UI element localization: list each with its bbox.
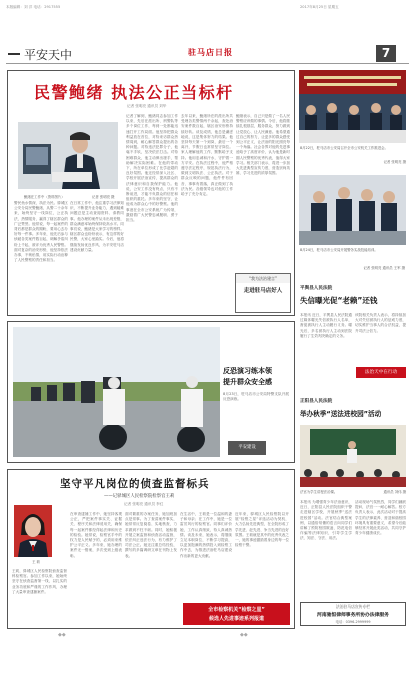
bottom-right-line2: 河南驰恒律师事务所协办法律服务 [317,613,389,618]
footer-mark-right: ◆◆ [240,632,248,638]
right-top-credit: 记者 张明亮 摄 [383,160,406,164]
right-top-photo [299,70,406,143]
lead-photo [18,122,118,189]
bottom-portrait [14,505,52,557]
header-small-left: 本版编辑：刘 洋 电话：2917555 [6,5,61,9]
bottom-right-line3: 电话：0396-2999999 [335,620,371,624]
right-mid-photo [299,175,406,245]
bottom-col-4: 在生活中，王莉是一位温和的妻子和母亲；在工作中，她是一位雷厉风行的检察官。同事们评价她，工作认真细致，待人真诚热情。谈及未来，她表示，将继续立足本职岗位，不断学习提高，以更加饱满的热情投入到检察工作中去，为推进法治驻马店建设作出新的更大贡献。 [180,512,232,558]
lead-sidebar-title: 走进驻马店好人 [243,288,283,294]
masthead-logo: 驻马店日报 [188,47,233,57]
lead-headline: 民警鲍绪 执法公正当标杆 [34,83,234,102]
bottom-headline: 坚守平凡岗位的侦查监督标兵 [60,478,210,490]
right-mid-caption: 8月24日，驻马店市公安局开展警务实战技能培训。 [300,248,378,252]
middle-photo [13,327,220,457]
bottom-right-line1: 法治驻马店宣传专栏 [335,604,371,609]
bottom-subtitle: ——记驿城区人民检察院检察官王莉 [104,494,175,499]
lead-photo-caption: 鲍绪在工作中（资料图片） [24,195,65,199]
right-lower-credit: 通讯员 刘伟 摄 [383,490,406,494]
lead-col-4: 去年以来，鲍绪所在的派出所共受理各类警情两千余起，查处治安案件数百起，辖区治安形势持续好转。谈及成绩，他总是谦虚地说，这是集体努力的结果。他坚持每天第一个到岗，最后一个离开，节假日也常常坚守岗位。家人理解他的工作，默默给予支持。他用忠诚和汗水，守护着一方平安。在执法过程中，他严格遵守法定程序，规范执法行为，做到文明执法、公正执法。对于群众反映的问题，他件件有回音、事事有着落，真正做到了执法为民。各级领导也对他的工作给予了充分肯定。 [181,114,233,197]
bottom-col-3: 面对繁重的办案任务，她加班加点是常事。为了查清案件事实，她常常反复阅卷、实地核查，力求做到不枉不纵。同时，她积极开展立案监督和侦查活动监督，依法纠正违法行为，有力维护了司法公正。她还注重总结经验，撰写的多篇调研文章在刊物上发表。 [125,512,177,558]
right-mid-credit: 记者 张明亮 通讯员 王军 摄 [363,266,405,270]
section-title-dash [8,53,20,55]
right-lower-col-1: 本报讯 为增强青少年法治意识，近日，正阳县人民法院组织干警走进辖区学校，开展秋季“送法进校园”活动。法官结合典型案例，以通俗易懂的语言向同学们讲解了预防校园欺凌、防范电信诈骗等法律知识，引导学生学法、知法、守法、用法。 [300,500,352,541]
right-lower-headline: 举办秋季“送法进校园”活动 [300,410,382,418]
right-mid-col-1: 本报讯 近日，平舆县人民法院通过媒体曝光失信被执行人名单，督促被执行人主动履行义务。曝光后，多名被执行人主动到法院履行了生效判决确定的义务。 [300,313,352,338]
footer-mark-left: ◆◆ [58,632,66,638]
bottom-col-1: 王莉，驿城区人民检察院侦查监督科检察官。参加工作以来，她始终坚守在侦查监督第一线，以扎实的业务功底和严谨的工作作风，办理了大量审查逮捕案件。 [12,569,67,594]
middle-badge: 平安建设 [228,441,266,455]
right-top-caption: 8月22日，驻马店市公安局召开全市公安机关工作推进会。 [300,146,388,150]
lead-col-5: 鲍绪表示，自己只是做了一名人民警察应该做的事情。今后，他将继续扎根基层，服务群众，努力做到让党放心、让人民满意。他希望通过自己的努力，让更多的群众感受到公平正义，让法治的阳光照亮每一个角落。社会各界对他的先进事迹给予了高度评价，认为他是新时期人民警察的优秀代表，值得大家学习。相关部门表示，将进一步加大先进典型宣传力度，营造崇尚英雄、学习先进的浓厚氛围。 [236,114,290,176]
lead-col-3: 记者了解到，鲍绪同志参加工作以来，先后在派出所、刑警队等多个岗位工作，每到一处都能迅速打开工作局面。他坚持把群众利益放在首位，对待来访群众热情周到，耐心解答群众提出的各种问题。对待违法犯罪分子，他毫不手软，坚决依法打击。对待困难群众，他主动伸出援手，帮助解决实际困难。在他的带动下，所在单位形成了比学赶超的良好氛围。他还经常深入社区、学校开展法治宣传，提高群众的法律意识和自我保护能力。他说，公安工作没有终点，只有不断前进，才能不负群众的信任和组织的重托。多年来的坚守，让他成为群众心中的好警察。他的事迹在全市公安系统广为传颂，激励着广大民警忠诚履职、勇于担当。 [126,114,178,223]
right-lower-col-2: 活动现场气氛热烈，同学们踊跃提问，法官一一耐心解答。校方负责人表示，此次活动对于提高学生的法律素养、营造和谐校园环境具有重要意义，希望今后能够经常开展此类活动，共同守护青少年健康成长。 [355,500,406,536]
bottom-red-tag [183,603,290,625]
section-title: 平安天中 [24,48,73,62]
right-lower-photo [300,425,406,487]
right-mid-headline: 失信曝光促“老赖”还钱 [300,296,378,305]
header-date: 2017年8月25日 星期五 [300,5,339,9]
middle-text: 8月23日，驻马店市公安局特警支队开展反恐演练。 [223,392,289,402]
bottom-red-tag-line1: 全市检察机关“检察之星” [208,607,265,613]
lead-col-2: 在日常工作中，他注重学习法律知识，不断提升业务能力，遇到疑难问题总是主动查阅资料、请教同事。他办理的案件从未出现差错，群众满意率始终保持较高水平。同事们说，鲍绪是大家学习的榜样。辖区群众也纷纷表示，有这样的好民警，大家心里踏实。今后，他将继续发扬优良作风，为平安驻马店建设贡献力量。 [70,201,124,252]
bottom-red-tag-line2: 候选人先进事迹系列报道 [208,616,264,622]
page-number: 7 [376,45,396,62]
lead-col-1: 警民鱼水情深，执法为民。驿城区公安分局民警鲍绪，从警二十余年来，始终坚守一线岗位，公正执法，热情服务，赢得了辖区群众的广泛赞誉。他常说，每一起案件的背后都是群众的期盼，要用心去办好每一件事。多年来，他先后参与侦破各类案件数百起，调解矛盾纠纷上千起，被评为优秀人民警察。面对复杂的治安形势，他坚持依法办事，不徇私情，用实际行动诠释了人民警察的责任和担当。 [14,201,68,263]
lead-sidebar-banner: “我为法治建言” [236,274,290,283]
right-mid-red-tag: 法治天中在行动 [356,367,406,378]
right-lower-caption: 法官为学生讲授法治课。 [300,490,338,494]
right-mid-kicker: 平舆县人民法院 [300,286,333,291]
right-lower-kicker: 正阳县人民法院 [300,399,333,404]
right-mid-col-2: 该院相关负责人表示，将持续加大对失信被执行人的惩戒力度，切实维护当事人的合法权益，提升司法公信力。 [355,313,406,333]
header-rule [6,63,409,64]
bottom-portrait-caption: 王 莉 [32,560,40,564]
bottom-byline: 记者 张明亮 通讯员 李红 [124,502,164,506]
lead-byline: 记者 张明亮 通讯员 刘华 [127,104,167,108]
lead-photo-credit: 记者 张明亮 摄 [92,195,115,199]
bottom-col-5: 近年来，驿城区人民检察院以开展“检察之星”评选活动为契机，大力弘扬先进典型，在全院形成了学先进、赶先进、争当先进的良好氛围。王莉就是其中的优秀代表之一，她的事迹激励着身边的每一位检察干警。 [235,512,289,548]
middle-headline-2: 提升群众安全感 [223,378,272,386]
middle-headline-1: 反恐演习练本领 [223,367,272,375]
bottom-col-2: 在审查逮捕工作中，她坚持客观公正，严把案件事实关、证据关、程序关和法律适用关，确保每一起案件都经得起法律和历史的检验。她常说，检察官手中的权力是人民赋予的，必须用来维护公平正义。多年来，她办理的案件无一错案，多次受到上级表彰。 [70,512,122,558]
